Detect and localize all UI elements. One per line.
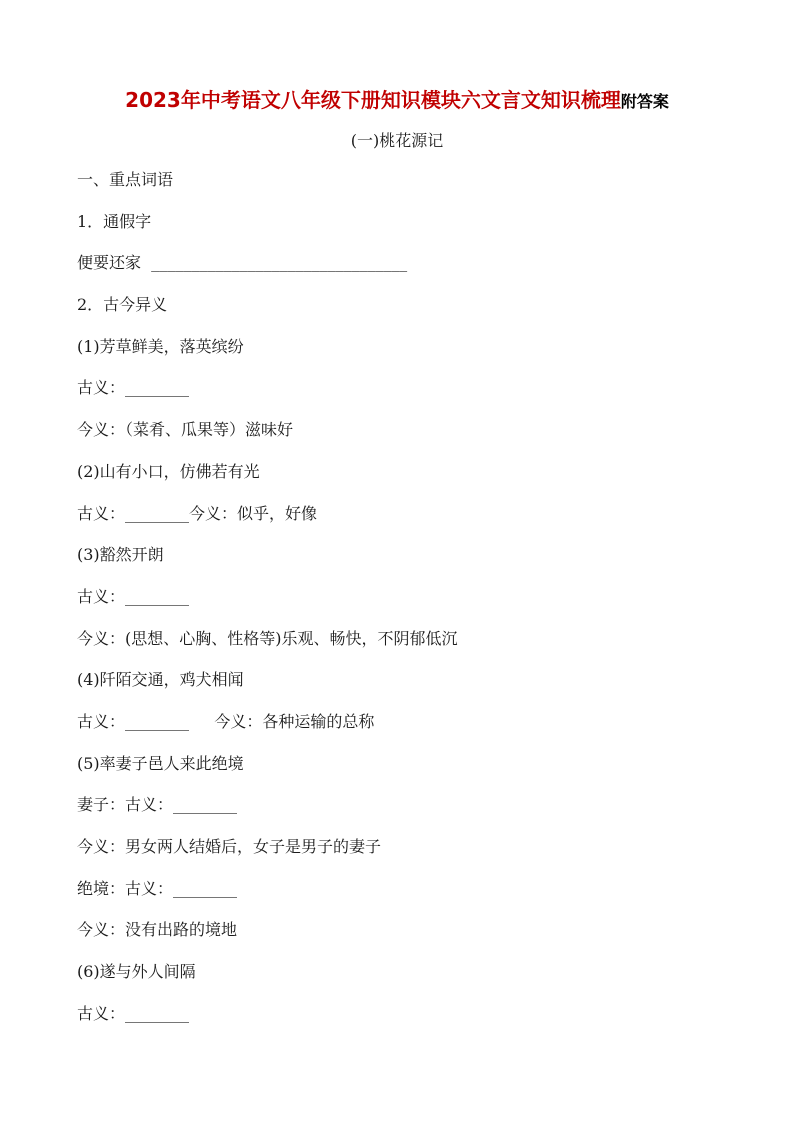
fill-blank-line: 妻子：古义：________: [77, 795, 238, 815]
title-suffix: 附答案: [620, 92, 669, 111]
fill-blank-line: 古义：________今义：似乎，好像: [77, 503, 318, 523]
document-title: [0, 84, 794, 113]
title-main: 2023年中考语文八年级下册知识模块六文言文知识梳理: [125, 88, 621, 112]
fill-blank-line: 古义：________: [77, 1003, 190, 1023]
item-heading: 1．通假字: [77, 211, 152, 231]
example-sentence: (3)豁然开朗: [77, 545, 164, 565]
definition-line: 今义：（菜肴、瓜果等）滋味好: [77, 420, 294, 440]
section-heading: 一、重点词语: [77, 170, 174, 189]
section-subtitle: (一)桃花源记: [350, 131, 444, 150]
definition-line: 今义：(思想、心胸、性格等)乐观、畅快，不阴郁低沉: [77, 628, 458, 648]
fill-blank-line: 便要还家 ________________________________: [77, 253, 408, 273]
fill-blank-line: 绝境：古义：________: [77, 878, 238, 898]
example-sentence: (6)遂与外人间隔: [77, 962, 196, 982]
example-sentence: (2)山有小口，仿佛若有光: [77, 461, 260, 481]
item-heading: 2．古今异义: [77, 295, 168, 315]
example-sentence: (4)阡陌交通，鸡犬相闻: [77, 670, 244, 690]
definition-line: 今义：男女两人结婚后，女子是男子的妻子: [77, 837, 382, 856]
fill-blank-line: 古义：________ 今义：各种运输的总称: [77, 711, 375, 731]
fill-blank-line: 古义：________: [77, 378, 190, 398]
definition-line: 今义：没有出路的境地: [77, 920, 238, 940]
example-sentence: (5)率妻子邑人来此绝境: [77, 753, 244, 773]
example-sentence: (1)芳草鲜美，落英缤纷: [77, 336, 244, 356]
document-body: [77, 170, 737, 1045]
fill-blank-line: 古义：________: [77, 586, 190, 606]
